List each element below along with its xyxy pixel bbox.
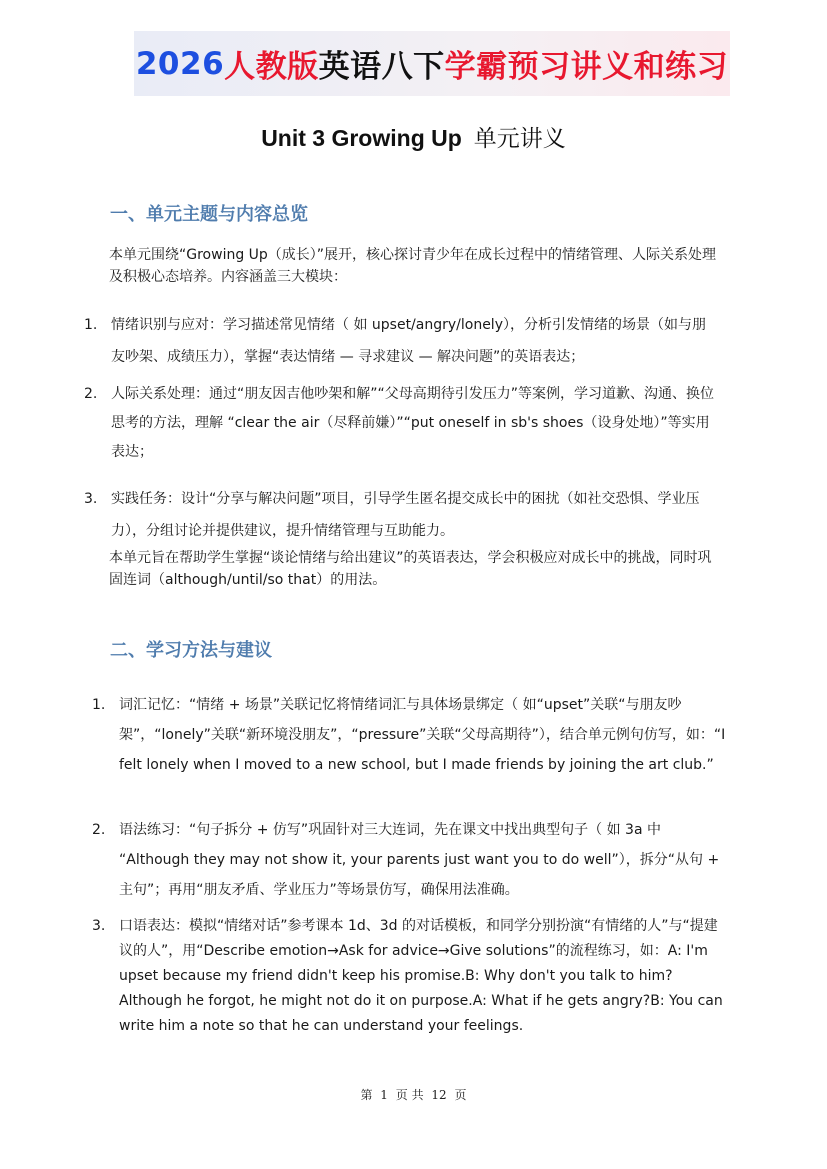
list-item-text: 人际关系处理：通过“朋友因吉他吵架和解”“父母高期待引发压力”等案例，学习道歉、沟通、换位思考的方法，理解 “clear the air（尽释前嫌）”“put oneself in sb's shoes（设身处地）”等实用表达； — [111, 386, 715, 460]
footer-middle: 页 共 — [395, 1088, 424, 1102]
banner-edition: 人教版 — [224, 49, 319, 85]
section-1-heading: 一、单元主题与内容总览 — [110, 204, 308, 225]
list-item-text: 实践任务：设计“分享与解决问题”项目，引导学生匿名提交成长中的困扰（如社交恐惧、学业压力），分组讨论并提供建议，提升情绪管理与互助能力。 — [111, 491, 700, 539]
section-2-heading: 二、学习方法与建议 — [110, 640, 272, 661]
list-item-text: 语法练习：“句子拆分 + 仿写”巩固针对三大连词，先在课文中找出典型句子（ 如 3a 中 “Although they may not show it, your parents just want you to do well”），拆分“从句 + 主句”；再用“朋友矛盾、学业压力”等场景仿写，确保用法准确。 — [119, 822, 720, 898]
banner-year: 2026 — [135, 45, 225, 82]
list-item-text: 情绪识别与应对：学习描述常见情绪（ 如 upset/angry/lonely），分析引发情绪的场景（如与朋友吵架、成绩压力），掌握“表达情绪 — 寻求建议 — 解决问题”的英语表达； — [111, 317, 706, 365]
footer-current-page: 1 — [380, 1088, 388, 1102]
list-number: 2. — [92, 822, 106, 838]
document-title — [0, 120, 827, 153]
list-item-text: 口语表达：模拟“情绪对话”参考课本 1d、3d 的对话模板，和同学分别扮演“有情绪的人”与“提建议的人”，用“Describe emotion→Ask for advice→Give solutions”的流程练习，如：A: I'm upset because my friend didn't keep his promise.B: Why don't you talk to him? Although he forgot, he might not do it on purpose.A: What if he gets angry?B: You can write him a note so that he can understand your feelings. — [119, 918, 723, 1034]
section-1-intro: 本单元围绕“Growing Up（成长）”展开，核心探讨青少年在成长过程中的情绪管理、人际关系处理及积极心态培养。内容涵盖三大模块： — [109, 247, 717, 285]
banner-title: 学霸预习讲义和练习 — [444, 49, 729, 85]
header-banner — [134, 31, 730, 96]
list-number: 1. — [92, 697, 106, 713]
banner-subject: 英语八下 — [318, 49, 445, 85]
page-footer — [0, 1086, 827, 1103]
list-number: 1. — [84, 317, 98, 333]
document-title-chinese: 单元讲义 — [473, 126, 566, 152]
footer-total-pages: 12 — [431, 1088, 447, 1102]
list-number: 3. — [92, 918, 106, 934]
list-item-text: 词汇记忆：“情绪 + 场景”关联记忆将情绪词汇与具体场景绑定（ 如“upset”关联“与朋友吵架”，“lonely”关联“新环境没朋友”，“pressure”关联“父母高期待”），结合单元例句仿写，如：“I felt lonely when I moved to a new school, but I made friends by joining the art club.” — [119, 697, 726, 773]
footer-prefix: 第 — [360, 1088, 373, 1102]
document-title-english: Unit 3 Growing Up — [261, 125, 462, 151]
section-1-summary: 本单元旨在帮助学生掌握“谈论情绪与给出建议”的英语表达，学会积极应对成长中的挑战，同时巩固连词（although/until/so that）的用法。 — [109, 550, 712, 588]
list-number: 2. — [84, 386, 98, 402]
list-number: 3. — [84, 491, 98, 507]
footer-suffix: 页 — [454, 1088, 467, 1102]
